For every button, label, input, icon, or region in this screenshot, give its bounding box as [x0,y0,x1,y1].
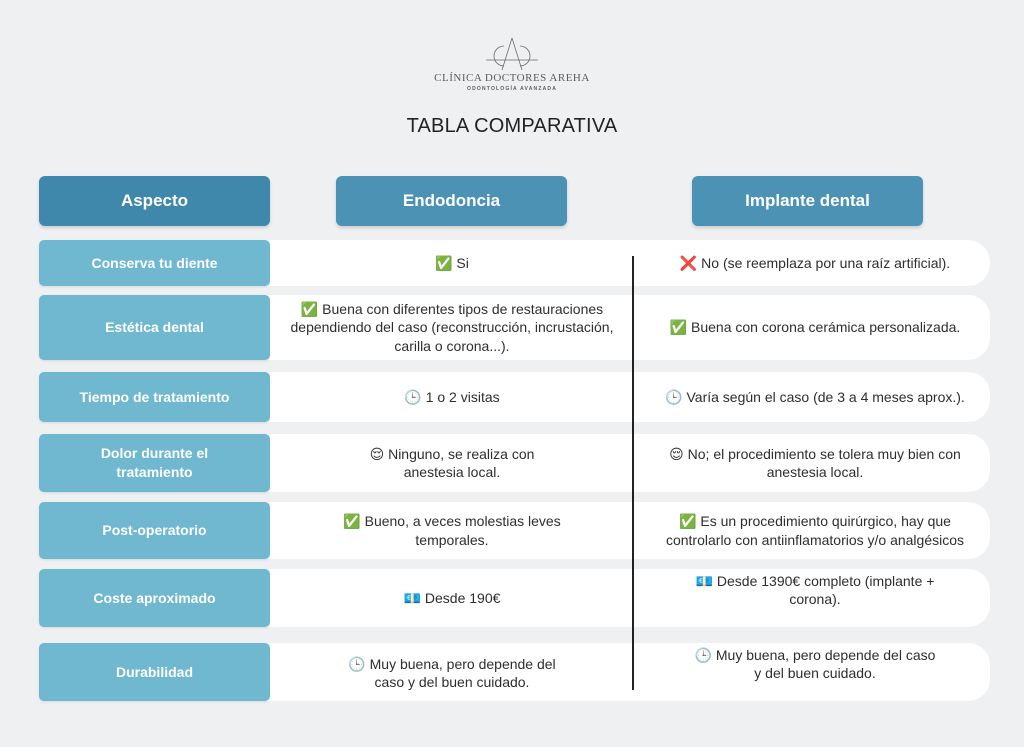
column-divider [632,256,634,690]
cell-endodoncia: ✅ Buena con diferentes tipos de restauraciones dependiendo del caso (reconstrucción, incrustación, carilla o corona...). [290,301,614,354]
clinic-logo [430,36,594,104]
cell-endodoncia: 🕒 1 o 2 visitas [404,388,500,405]
cell-implante: 🕒 Varía según el caso (de 3 a 4 meses aprox.). [665,388,965,405]
clinic-name: CLÍNICA DOCTORES AREHA [434,72,590,84]
cell-endodoncia: 🕒 Muy buena, pero depende del caso y del buen cuidado. [348,655,556,690]
header-aspecto: Aspecto [39,176,270,226]
header-endodoncia: Endodoncia [336,176,567,226]
page-title: TABLA COMPARATIVA [406,115,618,137]
row-label: Tiempo de tratamiento [39,372,270,422]
cell-implante: 💶 Desde 1390€ completo (implante + corona). [695,572,935,607]
row-label: Post-operatorio [39,502,270,559]
cell-implante: ✅ Buena con corona cerámica personalizada. [669,319,961,336]
cell-endodoncia: ✅ Bueno, a veces molestias leves temporales. [343,513,561,548]
cell-implante: ❌ No (se reemplaza por una raíz artificial). [679,254,951,271]
cell-endodoncia: ✅ Si [435,254,469,271]
cell-endodoncia: 😌 Ninguno, se realiza con anestesia local. [369,445,535,480]
cell-implante: 🕒 Muy buena, pero depende del caso y del buen cuidado. [694,646,936,681]
row-label: Dolor durante el tratamiento [39,434,270,492]
header-implante: Implante dental [692,176,923,226]
row-label: Estética dental [39,295,270,360]
row-label: Coste aproximado [39,569,270,627]
cell-implante: ✅ Es un procedimiento quirúrgico, hay que controlarlo con antiinflamatorios y/o analgésicos [665,513,965,548]
row-label: Durabilidad [39,643,270,701]
clinic-tagline: ODONTOLOGÍA AVANZADA [466,86,557,92]
cell-endodoncia: 💶 Desde 190€ [403,589,501,606]
cell-implante: 😌 No; el procedimiento se tolera muy bien con anestesia local. [669,445,961,480]
logo-monogram-icon [482,36,542,72]
row-label: Conserva tu diente [39,240,270,286]
